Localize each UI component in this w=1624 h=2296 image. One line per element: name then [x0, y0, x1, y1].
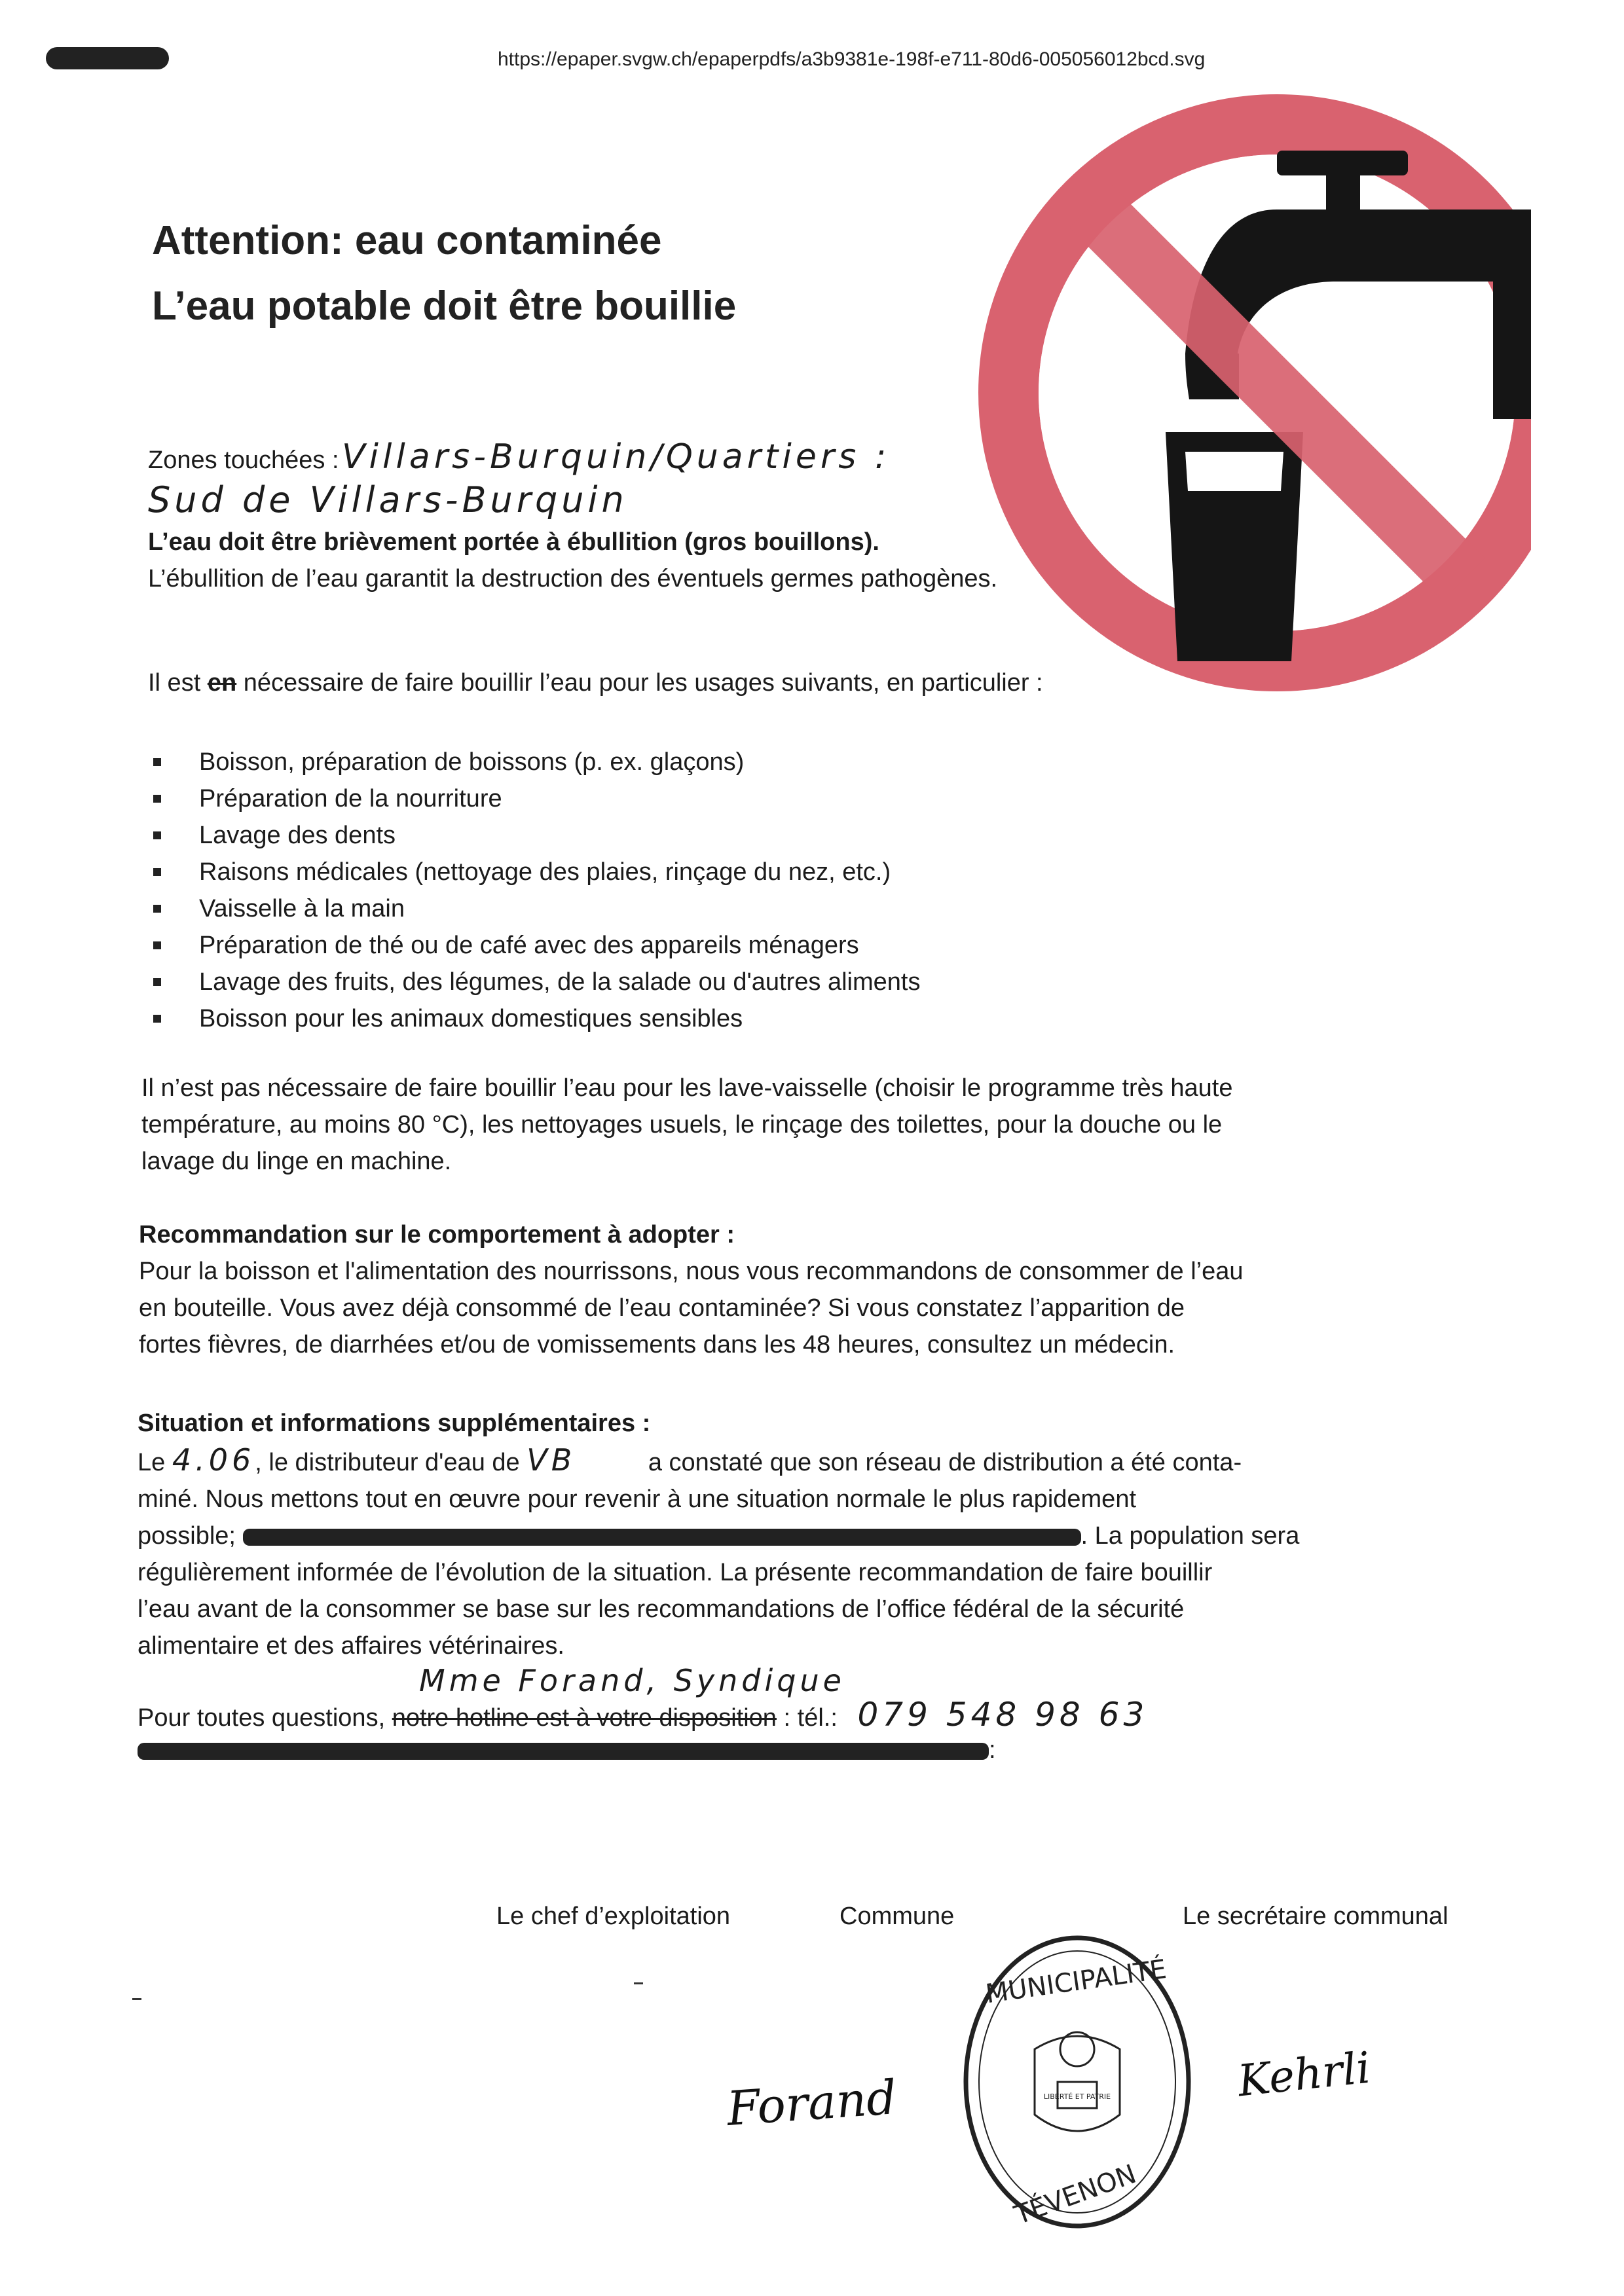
title-line-1: Attention: eau contaminée: [152, 218, 662, 263]
recommendation-line-1: Pour la boisson et l'alimentation des nourrissons, nous vous recommandons de consommer de l’eau: [139, 1258, 1244, 1285]
no-drinking-water-sign: [969, 85, 1532, 694]
not-needed-line-2: température, au moins 80 °C), les nettoyages usuels, le rinçage des toilettes, pour la douche ou le: [141, 1111, 1223, 1139]
list-item-text: Boisson pour les animaux domestiques sensibles: [199, 1005, 743, 1032]
situation-line-6: alimentaire et des affaires vétérinaires.: [138, 1632, 564, 1660]
label-chef: Le chef d’exploitation: [496, 1903, 731, 1930]
bullet-icon: [153, 831, 161, 839]
bullet-icon: [153, 1015, 161, 1023]
list-item: [148, 780, 1261, 817]
recommendation-line-3: fortes fièvres, de diarrhées et/ou de vomissements dans les 48 heures, consultez un médecin.: [139, 1331, 1175, 1358]
situation-line-5: l’eau avant de la consommer se base sur les recommandations de l’office fédéral de la sécurité: [138, 1595, 1185, 1623]
contact-line: [138, 1696, 1148, 1734]
not-needed-paragraph: [141, 1070, 1418, 1180]
contact-tel-label: : tél.:: [783, 1704, 838, 1732]
list-item-text: Lavage des dents: [199, 822, 396, 849]
stamp-top-text: MUNICIPALITÉ: [984, 1954, 1169, 2010]
source-url: https://epaper.svgw.ch/epaperpdfs/a3b9381e-198f-e711-80d6-005056012bcd.svg: [498, 48, 1206, 70]
situation-l3-b: . La population sera: [1080, 1522, 1300, 1550]
situation-hand-date: 4.06: [172, 1442, 255, 1478]
usage-intro: [148, 669, 1043, 697]
bullet-icon: [153, 795, 161, 803]
contact-hand-name: Mme Forand, Syndique: [419, 1663, 845, 1698]
zones-label: Zones touchées :: [148, 446, 339, 474]
boil-notice-bold: L’eau doit être brièvement portée à ébullition (gros bouillons).: [148, 528, 879, 556]
label-secretaire: Le secrétaire communal: [1183, 1903, 1449, 1930]
label-commune: Commune: [840, 1903, 955, 1930]
list-item-text: Lavage des fruits, des légumes, de la salade ou d'autres aliments: [199, 968, 921, 996]
stamp-motto: LIBERTÉ ET PATRIE: [1043, 2092, 1111, 2101]
situation-line-4: régulièrement informée de l’évolution de la situation. La présente recommandation de faire bouillir: [138, 1559, 1213, 1586]
list-item: [148, 964, 1261, 1000]
situation-line-2: miné. Nous mettons tout en œuvre pour revenir à une situation normale le plus rapidement: [138, 1485, 1137, 1513]
zones-block: [148, 437, 1130, 519]
crest-icon: [1035, 2032, 1120, 2131]
page-title: [152, 208, 736, 339]
contact-prefix: Pour toutes questions,: [138, 1704, 386, 1732]
signature-left: Forand: [725, 2069, 898, 2136]
list-item-text: Préparation de la nourriture: [199, 785, 502, 812]
not-needed-line-1: Il n’est pas nécessaire de faire bouillir l’eau pour les lave-vaisselle (choisir le programme très haute: [141, 1074, 1233, 1102]
stamp-bottom-text: TÉVENON: [1010, 2159, 1141, 2231]
list-item: [148, 817, 1261, 854]
municipal-stamp: [959, 1931, 1195, 2232]
not-needed-line-3: lavage du linge en machine.: [141, 1148, 452, 1175]
recommendation-line-2: en bouteille. Vous avez déjà consommé de l’eau contaminée? Si vous constatez l’apparition de: [139, 1294, 1185, 1322]
situation-l3-a: possible;: [138, 1522, 236, 1550]
zones-handwritten-1: Villars-Burquin/Quartiers :: [341, 437, 891, 477]
situation-hand-place: VB: [526, 1442, 576, 1478]
scan-mark: [132, 1998, 141, 2000]
signature-right: Kehrli: [1235, 2042, 1373, 2107]
usage-list: [148, 744, 1261, 1037]
zones-handwritten-2: Sud de Villars-Burquin: [148, 479, 628, 520]
boil-notice: [148, 524, 1196, 597]
contact-struck: notre hotline est à votre disposition: [392, 1704, 777, 1732]
bullet-icon: [153, 868, 161, 876]
list-item: [148, 890, 1261, 927]
recommendation-section: [139, 1216, 1416, 1363]
situation-redaction: [243, 1529, 1081, 1546]
list-item: [148, 1000, 1261, 1037]
recommendation-heading: Recommandation sur le comportement à adopter :: [139, 1221, 735, 1248]
list-item-text: Vaisselle à la main: [199, 895, 405, 922]
situation-l1-b: , le distributeur d'eau de: [255, 1449, 520, 1476]
list-item-text: Raisons médicales (nettoyage des plaies, rinçage du nez, etc.): [199, 858, 891, 886]
bullet-icon: [153, 758, 161, 766]
title-line-2: L’eau potable doit être bouillie: [152, 283, 737, 329]
situation-section: [138, 1405, 1414, 1664]
situation-l1-a: Le: [138, 1449, 166, 1476]
bullet-icon: [153, 905, 161, 913]
situation-l1-c: a constaté que son réseau de distribution a été conta-: [648, 1449, 1242, 1476]
usage-intro-struck: en: [207, 669, 237, 697]
list-item-text: Préparation de thé ou de café avec des appareils ménagers: [199, 932, 859, 959]
usage-intro-suffix: nécessaire de faire bouillir l’eau pour les usages suivants, en particulier :: [243, 669, 1043, 697]
usage-intro-prefix: Il est: [148, 669, 201, 697]
contact-redaction: [138, 1743, 989, 1760]
bullet-icon: [153, 941, 161, 949]
list-item: [148, 854, 1261, 890]
contact-phone: 079 548 98 63: [857, 1696, 1149, 1734]
contact-redaction-line: [138, 1736, 996, 1764]
redaction-mark-top: [46, 47, 169, 69]
list-item: [148, 927, 1261, 964]
boil-notice-text: L’ébullition de l’eau garantit la destruction des éventuels germes pathogènes.: [148, 565, 998, 592]
situation-heading: Situation et informations supplémentaires :: [138, 1410, 651, 1437]
list-item: [148, 744, 1261, 780]
list-item-text: Boisson, préparation de boissons (p. ex. glaçons): [199, 748, 745, 776]
bullet-icon: [153, 978, 161, 986]
contact-after-redaction: :: [989, 1736, 996, 1764]
scan-mark: [634, 1982, 643, 1984]
